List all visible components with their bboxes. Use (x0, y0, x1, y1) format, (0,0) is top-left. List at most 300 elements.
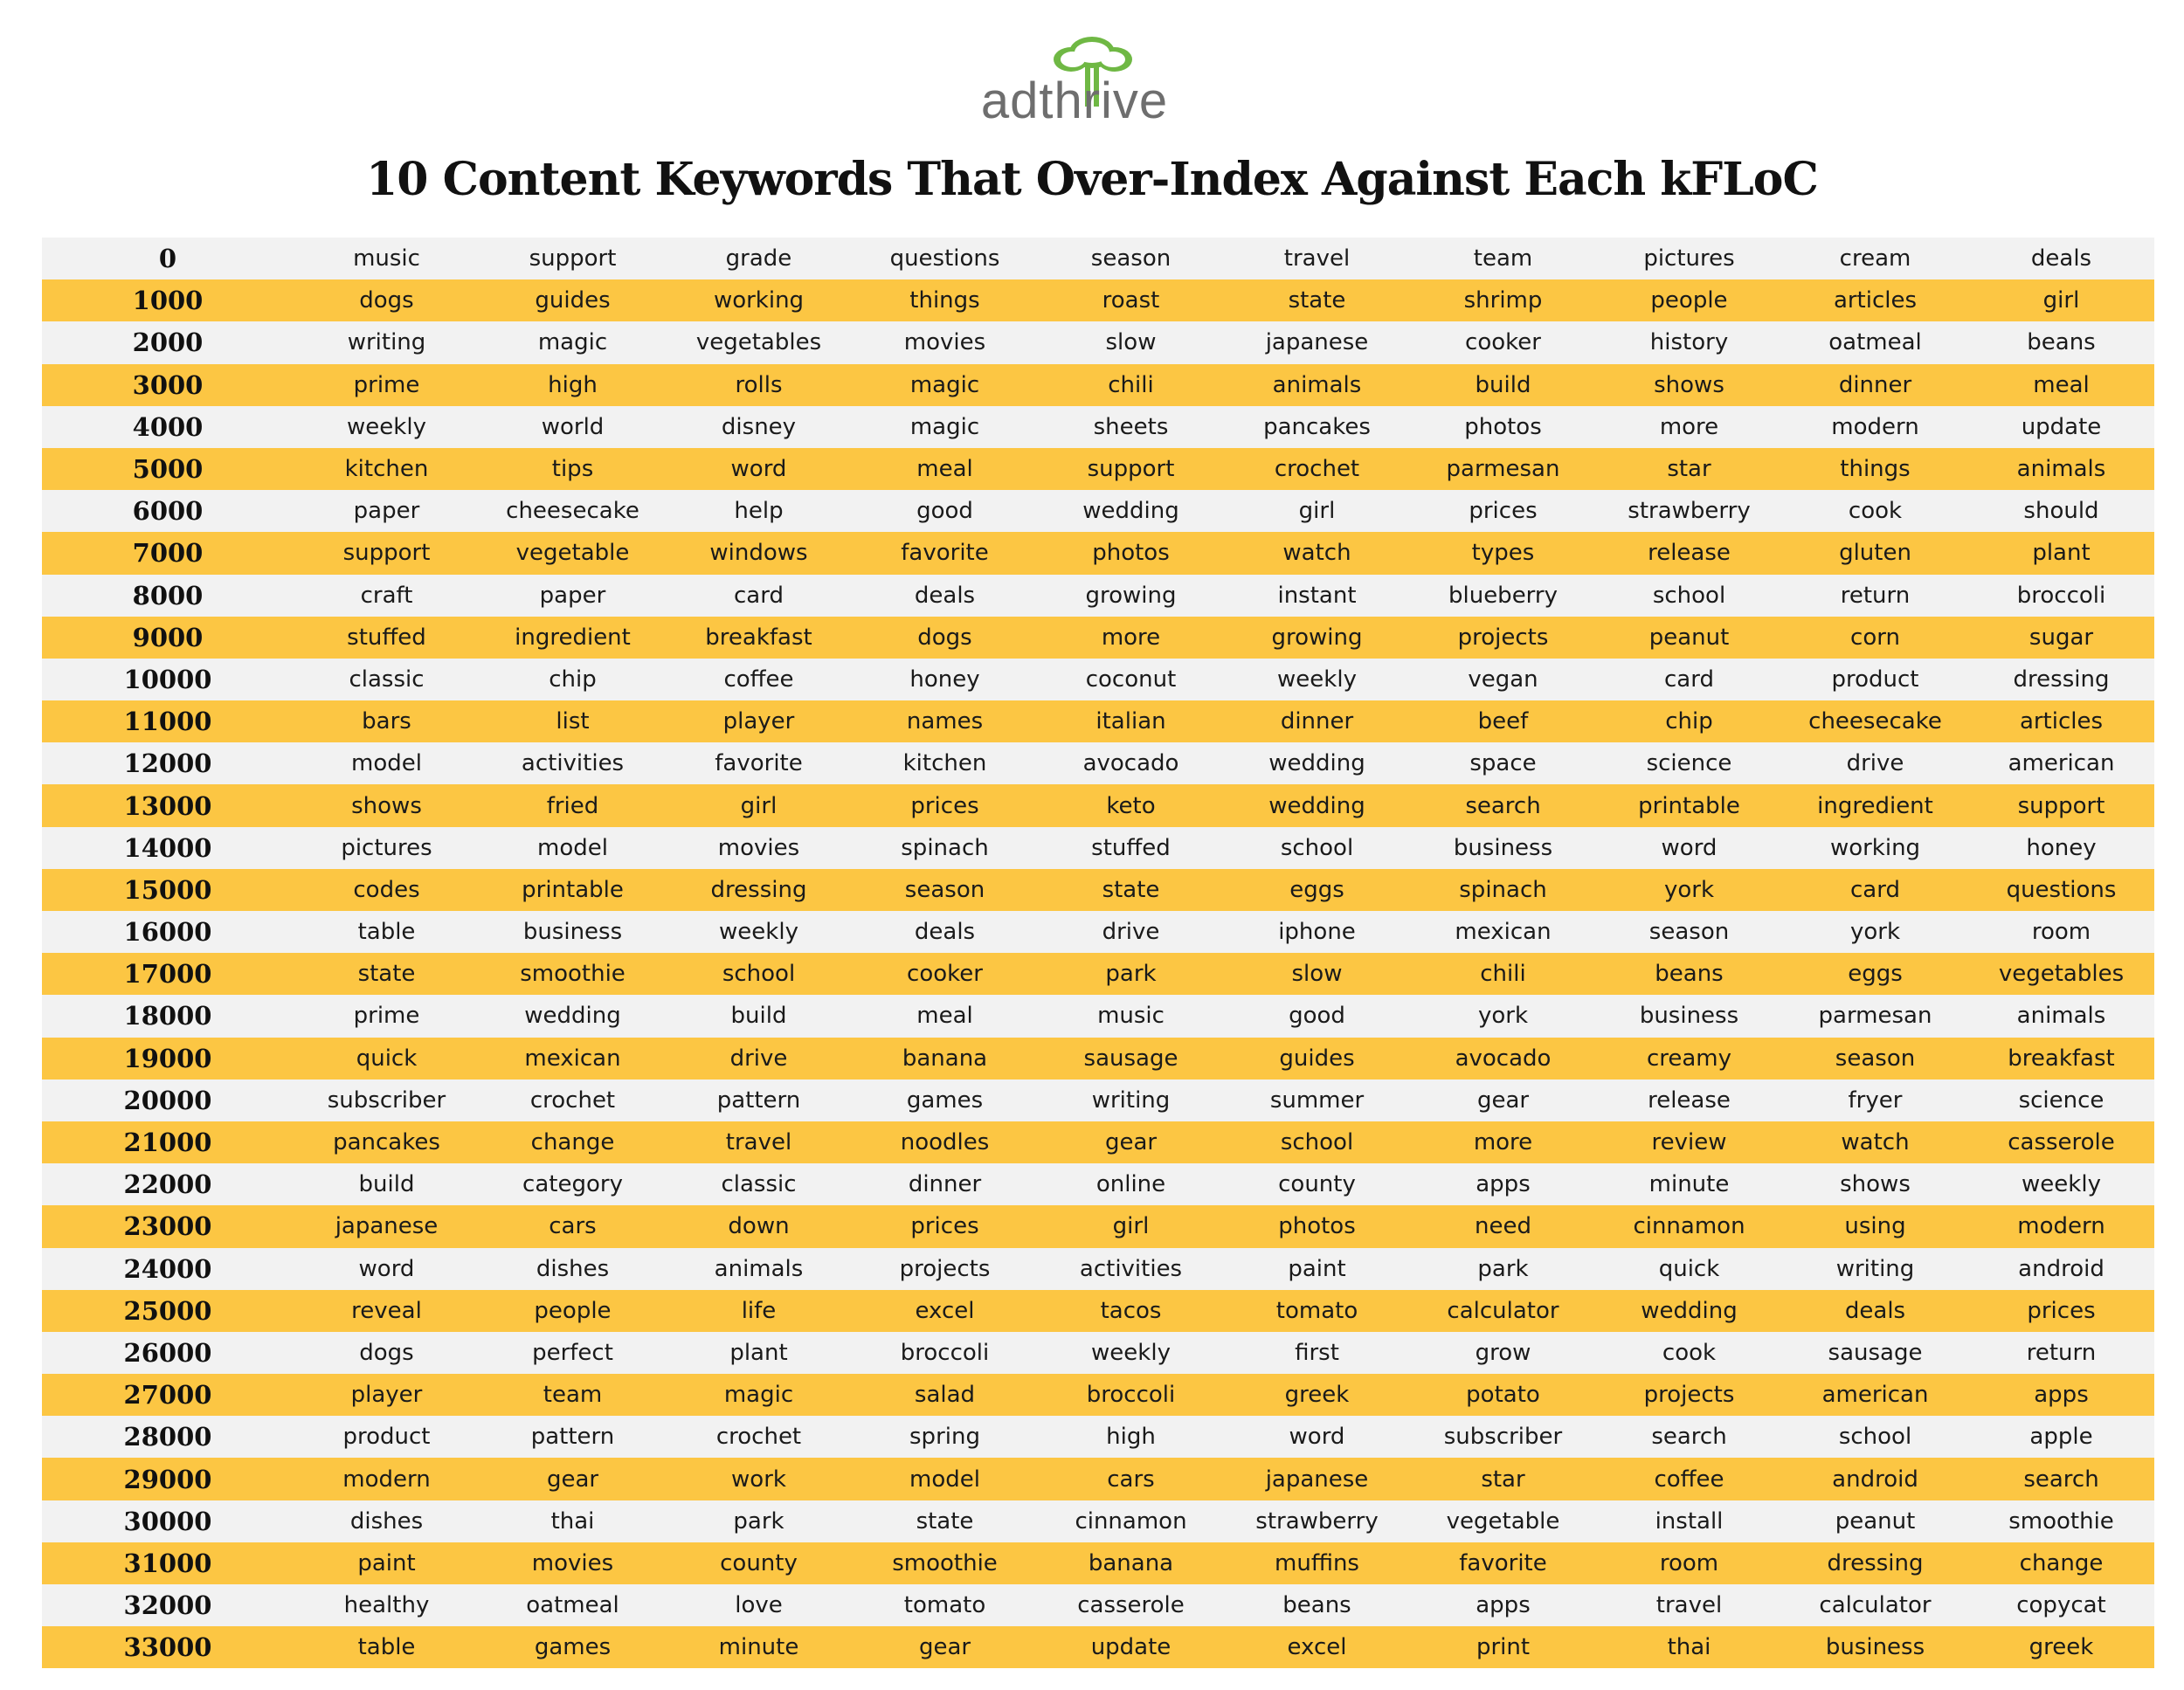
table-row (42, 1038, 2154, 1080)
keyword-cell: slow (1105, 329, 1157, 356)
keyword-cell: season (1648, 919, 1730, 946)
keyword-cell: shows (351, 792, 422, 819)
keyword-cell: dinner (1280, 708, 1354, 735)
keyword-cell: broccoli (2016, 582, 2106, 609)
keyword-cell: shows (1840, 1171, 1911, 1198)
table-row (42, 575, 2154, 617)
keyword-cell: model (351, 750, 422, 777)
keyword-cell: model (909, 1466, 980, 1493)
keyword-cell: growing (1271, 624, 1363, 651)
keyword-cell: tacos (1100, 1297, 1162, 1324)
keyword-cell: casserole (1077, 1592, 1185, 1619)
keyword-cell: magic (909, 413, 980, 440)
table-row (42, 1374, 2154, 1416)
keyword-cell: crochet (715, 1424, 802, 1451)
keyword-cell: wedding (1268, 792, 1365, 819)
cohort-label: 16000 (123, 917, 212, 948)
keyword-cell: deals (914, 919, 976, 946)
keyword-cell: card (1850, 876, 1900, 903)
keyword-cell: banana (902, 1045, 988, 1072)
table-row (42, 869, 2154, 911)
keyword-cell: team (543, 1382, 603, 1409)
keyword-cell: creamy (1646, 1045, 1732, 1072)
keyword-cell: weekly (347, 413, 426, 440)
keyword-cell: animals (2016, 1003, 2106, 1030)
keyword-cell: modern (2017, 1213, 2105, 1240)
keyword-cell: product (342, 1424, 431, 1451)
keyword-cell: animals (2016, 456, 2106, 483)
table-row (42, 1248, 2154, 1290)
keyword-cell: wedding (1268, 750, 1365, 777)
cohort-label: 23000 (123, 1211, 212, 1242)
keyword-cell: update (1090, 1634, 1171, 1661)
keyword-cell: slow (1291, 961, 1343, 988)
keyword-cell: craft (360, 582, 413, 609)
keyword-cell: beans (1655, 961, 1724, 988)
keyword-cell: music (353, 245, 420, 272)
keyword-cell: more (1473, 1129, 1533, 1156)
keyword-cell: muffins (1275, 1549, 1359, 1576)
keyword-cell: activities (1079, 1255, 1183, 1282)
keyword-cell: printable (522, 876, 624, 903)
keyword-cell: school (722, 961, 796, 988)
keyword-cell: weekly (1091, 1339, 1171, 1366)
keyword-cell: favorite (901, 540, 989, 567)
keyword-cell: smoothie (892, 1549, 998, 1576)
keyword-cell: cinnamon (1633, 1213, 1745, 1240)
keyword-cell: search (2023, 1466, 2099, 1493)
keyword-cell: history (1649, 329, 1729, 356)
keyword-cell: product (1831, 666, 1919, 693)
keyword-cell: state (1288, 287, 1346, 314)
keyword-cell: word (730, 456, 787, 483)
keyword-cell: print (1476, 1634, 1531, 1661)
keyword-cell: star (1481, 1466, 1525, 1493)
keyword-cell: state (916, 1507, 974, 1535)
keyword-cell: vegetables (1998, 961, 2125, 988)
keyword-cell: dressing (2013, 666, 2110, 693)
keyword-cell: kitchen (344, 456, 429, 483)
keyword-cell: parmesan (1446, 456, 1560, 483)
keyword-cell: season (1835, 1045, 1916, 1072)
keyword-cell: projects (1643, 1382, 1735, 1409)
keyword-cell: smoothie (2008, 1507, 2114, 1535)
cohort-label: 22000 (123, 1169, 212, 1200)
keyword-cell: photos (1278, 1213, 1356, 1240)
keyword-cell: dogs (359, 287, 414, 314)
keyword-cell: plant (729, 1339, 788, 1366)
keyword-cell: travel (1655, 1592, 1723, 1619)
keyword-cell: dressing (1827, 1549, 1924, 1576)
keyword-cell: questions (889, 245, 1000, 272)
cohort-label: 19000 (123, 1043, 212, 1073)
keyword-cell: writing (347, 329, 426, 356)
keyword-cell: pattern (716, 1086, 801, 1114)
keyword-cell: spinach (1459, 876, 1547, 903)
table-row (42, 617, 2154, 659)
table-row (42, 1626, 2154, 1668)
keyword-cell: dogs (917, 624, 972, 651)
keyword-cell: prime (353, 1003, 420, 1030)
keyword-cell: potato (1466, 1382, 1540, 1409)
keyword-cell: business (1825, 1634, 1925, 1661)
keyword-cell: state (1102, 876, 1160, 903)
keyword-cell: science (2018, 1086, 2105, 1114)
keyword-cell: iphone (1278, 919, 1356, 946)
keyword-cell: paint (1288, 1255, 1346, 1282)
cohort-label: 4000 (132, 411, 204, 442)
keyword-cell: change (530, 1129, 615, 1156)
keyword-cell: girl (1298, 498, 1336, 525)
keyword-cell: articles (2019, 708, 2104, 735)
keyword-cell: working (1829, 834, 1921, 861)
keyword-cell: dinner (908, 1171, 982, 1198)
keyword-cell: perfect (532, 1339, 613, 1366)
keyword-cell: build (358, 1171, 415, 1198)
keyword-cell: strawberry (1255, 1507, 1379, 1535)
keyword-cell: apple (2029, 1424, 2093, 1451)
keyword-cell: spring (909, 1424, 980, 1451)
keyword-cell: animals (714, 1255, 804, 1282)
keyword-cell: search (1651, 1424, 1727, 1451)
table-row (42, 911, 2154, 953)
cohort-label: 15000 (123, 874, 212, 905)
keyword-cell: parmesan (1818, 1003, 1932, 1030)
table-row (42, 953, 2154, 995)
keyword-cell: crochet (529, 1086, 616, 1114)
keyword-cell: york (1477, 1003, 1529, 1030)
table-row (42, 659, 2154, 700)
keyword-cell: support (2017, 792, 2105, 819)
keyword-cell: star (1667, 456, 1711, 483)
keyword-cell: types (1471, 540, 1535, 567)
keyword-cell: movies (717, 834, 800, 861)
keyword-cell: season (904, 876, 985, 903)
keyword-cell: deals (2030, 245, 2092, 272)
keyword-cell: chip (1665, 708, 1713, 735)
keyword-cell: games (534, 1634, 612, 1661)
keyword-cell: pictures (1643, 245, 1735, 272)
cohort-label: 0 (158, 244, 177, 274)
keyword-cell: guides (535, 287, 611, 314)
keyword-cell: weekly (1277, 666, 1357, 693)
keyword-cell: summer (1269, 1086, 1365, 1114)
keyword-cell: room (1659, 1549, 1719, 1576)
keyword-cell: peanut (1835, 1507, 1916, 1535)
keyword-cell: calculator (1447, 1297, 1559, 1324)
keyword-cell: american (1821, 1382, 1929, 1409)
keyword-cell: york (1663, 876, 1715, 903)
keyword-cell: grade (725, 245, 792, 272)
table-row (42, 1205, 2154, 1247)
keyword-cell: apps (2034, 1382, 2089, 1409)
keyword-cell: card (1664, 666, 1714, 693)
keyword-cell: update (2021, 413, 2102, 440)
cohort-label: 27000 (123, 1380, 212, 1411)
keyword-cell: honey (909, 666, 980, 693)
keyword-cell: cheesecake (506, 498, 639, 525)
keyword-cell: bars (362, 708, 411, 735)
cohort-label: 2000 (132, 328, 204, 358)
keyword-cell: guides (1279, 1045, 1355, 1072)
cohort-label: 29000 (123, 1464, 212, 1494)
table-row (42, 1163, 2154, 1205)
keyword-cell: broccoli (900, 1339, 990, 1366)
keyword-cell: modern (1831, 413, 1919, 440)
table-row (42, 448, 2154, 490)
keyword-cell: japanese (335, 1213, 439, 1240)
keyword-cell: kitchen (902, 750, 987, 777)
keyword-cell: thai (1667, 1634, 1711, 1661)
table-row (42, 1121, 2154, 1163)
keyword-cell: tips (551, 456, 594, 483)
keyword-cell: sausage (1083, 1045, 1178, 1072)
keyword-cell: list (556, 708, 590, 735)
keyword-cell: cream (1839, 245, 1911, 272)
table-row (42, 1416, 2154, 1458)
keyword-cell: high (1106, 1424, 1156, 1451)
keyword-cell: movies (903, 329, 986, 356)
keyword-cell: first (1295, 1339, 1339, 1366)
keyword-cell: dinner (1838, 371, 1912, 398)
keyword-cell: travel (725, 1129, 792, 1156)
keyword-cell: pattern (530, 1424, 615, 1451)
cohort-label: 12000 (123, 748, 212, 779)
keyword-cell: oatmeal (1828, 329, 1922, 356)
keyword-cell: android (2018, 1255, 2105, 1282)
cohort-label: 13000 (123, 790, 212, 821)
cohort-label: 8000 (132, 580, 204, 610)
keyword-cell: wedding (1082, 498, 1179, 525)
keyword-cell: favorite (715, 750, 803, 777)
keyword-cell: crochet (1274, 456, 1360, 483)
keyword-cell: work (731, 1466, 786, 1493)
keyword-cell: beans (1282, 1592, 1351, 1619)
keyword-cell: breakfast (705, 624, 812, 651)
keyword-cell: shrimp (1463, 287, 1543, 314)
table-row (42, 532, 2154, 574)
keyword-cell: prices (2027, 1297, 2096, 1324)
keyword-cell: tomato (903, 1592, 986, 1619)
keyword-cell: modern (342, 1466, 431, 1493)
keyword-cell: school (1838, 1424, 1912, 1451)
page-title: 10 Content Keywords That Over-Index Against Each kFLoC (366, 153, 1818, 206)
keyword-cell: paint (357, 1549, 416, 1576)
keyword-cell: drive (1846, 750, 1904, 777)
keyword-cell: word (1661, 834, 1717, 861)
keyword-cell: animals (1272, 371, 1362, 398)
keyword-cell: meal (916, 1003, 973, 1030)
keyword-cell: classic (349, 666, 425, 693)
keyword-cell: reveal (351, 1297, 422, 1324)
keyword-cell: travel (1283, 245, 1351, 272)
keyword-cell: gear (1104, 1129, 1158, 1156)
keyword-cell: people (1650, 287, 1728, 314)
cohort-label: 21000 (123, 1128, 212, 1158)
keyword-cell: park (733, 1507, 784, 1535)
keyword-cell: minute (1648, 1171, 1730, 1198)
keyword-cell: subscriber (327, 1086, 446, 1114)
cohort-label: 6000 (132, 496, 204, 527)
keyword-cell: mexican (524, 1045, 621, 1072)
keyword-cell: gear (1476, 1086, 1530, 1114)
keyword-cell: chili (1108, 371, 1154, 398)
keyword-cell: deals (1844, 1297, 1906, 1324)
keyword-cell: return (1840, 582, 1911, 609)
cohort-label: 3000 (132, 369, 204, 400)
keyword-cell: stuffed (347, 624, 426, 651)
keyword-cell: strawberry (1628, 498, 1751, 525)
keyword-cell: photos (1464, 413, 1542, 440)
keyword-cell: avocado (1455, 1045, 1552, 1072)
table-row (42, 1500, 2154, 1542)
keyword-cell: vegetable (515, 540, 630, 567)
cohort-label: 5000 (132, 454, 204, 485)
keyword-cell: apps (1476, 1592, 1531, 1619)
keyword-cell: weekly (2022, 1171, 2101, 1198)
keyword-cell: dishes (349, 1507, 424, 1535)
keyword-cell: return (2026, 1339, 2097, 1366)
keyword-cell: quick (1658, 1255, 1720, 1282)
keyword-cell: blueberry (1448, 582, 1558, 609)
keyword-cell: girl (740, 792, 778, 819)
keyword-cell: table (357, 1634, 416, 1661)
keyword-cell: copycat (2016, 1592, 2106, 1619)
keyword-cell: watch (1282, 540, 1351, 567)
keyword-cell: support (1087, 456, 1175, 483)
keyword-cell: beans (2027, 329, 2096, 356)
keyword-cell: projects (899, 1255, 991, 1282)
table-row (42, 279, 2154, 321)
keyword-cell: room (2031, 919, 2091, 946)
keyword-cell: meal (916, 456, 973, 483)
keyword-cell: projects (1457, 624, 1549, 651)
keyword-cell: team (1473, 245, 1533, 272)
keyword-cell: broccoli (1086, 1382, 1176, 1409)
keyword-cell: casserole (2008, 1129, 2115, 1156)
keyword-cell: breakfast (2008, 1045, 2115, 1072)
keyword-cell: release (1648, 540, 1731, 567)
keyword-cell: release (1648, 1086, 1731, 1114)
keyword-cell: noodles (900, 1129, 990, 1156)
keyword-cell: cook (1662, 1339, 1717, 1366)
keyword-cell: beef (1477, 708, 1529, 735)
keyword-cell: card (734, 582, 784, 609)
keyword-cell: word (358, 1255, 415, 1282)
keyword-cell: search (1465, 792, 1541, 819)
keyword-cell: healthy (343, 1592, 430, 1619)
keyword-cell: change (2019, 1549, 2104, 1576)
keyword-cell: cooker (1465, 329, 1541, 356)
keyword-cell: subscriber (1443, 1424, 1563, 1451)
keyword-cell: science (1646, 750, 1732, 777)
keyword-cell: need (1475, 1213, 1531, 1240)
keyword-cell: pancakes (1263, 413, 1371, 440)
keyword-cell: wedding (524, 1003, 621, 1030)
cohort-label: 10000 (123, 664, 212, 694)
keyword-cell: magic (909, 371, 980, 398)
keyword-cell: printable (1638, 792, 1740, 819)
table-row (42, 364, 2154, 406)
keyword-cell: sheets (1093, 413, 1169, 440)
keyword-cell: meal (2033, 371, 2090, 398)
keyword-cell: high (548, 371, 598, 398)
keyword-cell: android (1832, 1466, 1918, 1493)
keyword-cell: magic (723, 1382, 794, 1409)
keyword-cell: sugar (2028, 624, 2094, 651)
keyword-cell: drive (1102, 919, 1160, 946)
keyword-cell: weekly (719, 919, 798, 946)
keyword-cell: paper (539, 582, 606, 609)
table-row (42, 1332, 2154, 1374)
keyword-cell: coffee (1654, 1466, 1724, 1493)
keyword-cell: excel (1287, 1634, 1347, 1661)
cohort-label: 24000 (123, 1253, 212, 1284)
keyword-cell: photos (1092, 540, 1170, 567)
keyword-table (42, 238, 2154, 1668)
keyword-cell: gear (918, 1634, 971, 1661)
keyword-cell: dogs (359, 1339, 414, 1366)
keyword-cell: life (741, 1297, 777, 1324)
keyword-cell: school (1652, 582, 1726, 609)
keyword-cell: online (1095, 1171, 1166, 1198)
cohort-label: 26000 (123, 1337, 212, 1368)
table-row (42, 784, 2154, 826)
keyword-cell: classic (721, 1171, 797, 1198)
keyword-cell: eggs (1848, 961, 1903, 988)
cohort-label: 25000 (123, 1295, 212, 1326)
table-row (42, 1542, 2154, 1584)
keyword-cell: working (713, 287, 805, 314)
keyword-cell: girl (1112, 1213, 1150, 1240)
logo-wordmark: adthrive (980, 72, 1169, 129)
keyword-cell: windows (709, 540, 808, 567)
keyword-cell: county (1278, 1171, 1356, 1198)
cohort-label: 33000 (123, 1632, 212, 1663)
keyword-cell: model (537, 834, 608, 861)
keyword-cell: questions (2006, 876, 2117, 903)
keyword-cell: dressing (710, 876, 807, 903)
table-row (42, 238, 2154, 279)
keyword-cell: music (1097, 1003, 1165, 1030)
keyword-cell: cheesecake (1808, 708, 1942, 735)
keyword-cell: instant (1277, 582, 1357, 609)
keyword-cell: calculator (1819, 1592, 1932, 1619)
keyword-cell: build (730, 1003, 787, 1030)
keyword-cell: tomato (1275, 1297, 1358, 1324)
keyword-cell: more (1659, 413, 1719, 440)
keyword-cell: support (342, 540, 431, 567)
keyword-cell: season (1090, 245, 1171, 272)
keyword-cell: girl (2042, 287, 2080, 314)
keyword-cell: movies (531, 1549, 614, 1576)
keyword-cell: plant (2032, 540, 2091, 567)
keyword-cell: oatmeal (526, 1592, 619, 1619)
keyword-cell: spinach (901, 834, 989, 861)
keyword-cell: chip (549, 666, 597, 693)
keyword-cell: vegetable (1446, 1507, 1560, 1535)
keyword-cell: people (534, 1297, 612, 1324)
cohort-label: 9000 (132, 622, 204, 652)
keyword-cell: cinnamon (1075, 1507, 1187, 1535)
keyword-cell: space (1469, 750, 1537, 777)
keyword-cell: mexican (1455, 919, 1552, 946)
keyword-cell: using (1844, 1213, 1906, 1240)
keyword-cell: banana (1088, 1549, 1174, 1576)
keyword-cell: coconut (1085, 666, 1177, 693)
keyword-cell: cook (1848, 498, 1903, 525)
keyword-cell: love (735, 1592, 783, 1619)
